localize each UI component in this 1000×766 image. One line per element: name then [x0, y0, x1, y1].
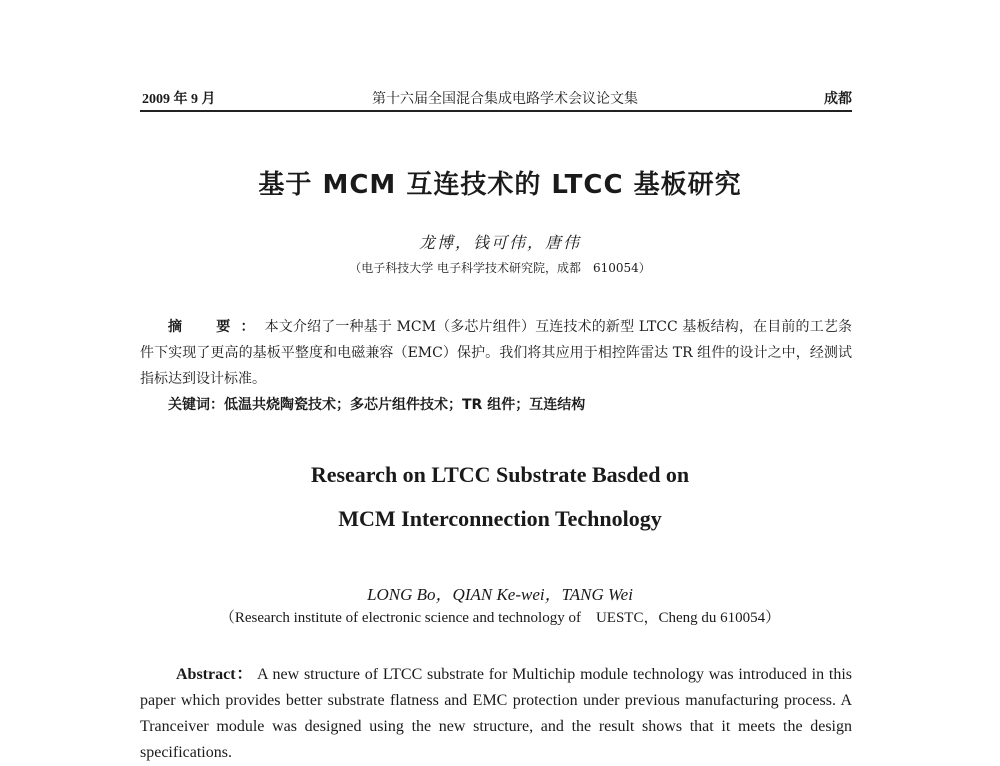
running-header — [140, 88, 852, 112]
header-location: 成都 — [824, 92, 852, 107]
english-abstract — [140, 662, 852, 766]
header-date: 2009 年 9 月 — [142, 92, 216, 107]
chinese-keywords-label: 关键词： — [168, 397, 224, 413]
chinese-title: 基于 MCM 互连技术的 LTCC 基板研究 — [258, 170, 742, 200]
header-proceedings: 第十六届全国混合集成电路学术会议论文集 — [372, 92, 638, 107]
chinese-abstract — [140, 314, 852, 392]
english-title-line1: Research on LTCC Substrate Basded on — [310, 462, 690, 487]
english-affiliation: （Research institute of electronic science and technology of UESTC，Cheng du 610054） — [219, 610, 781, 626]
english-abstract-label: Abstract： — [176, 666, 254, 683]
chinese-abstract-label: 摘 要： — [168, 319, 265, 335]
chinese-keywords-text: 低温共烧陶瓷技术；多芯片组件技术；TR 组件；互连结构 — [224, 397, 586, 413]
chinese-affiliation: （电子科技大学 电子科学技术研究院，成都 610054） — [349, 261, 651, 275]
chinese-abstract-text: 本文介绍了一种基于 MCM（多芯片组件）互连技术的新型 LTCC 基板结构，在目前的工艺条件下实现了更高的基板平整度和电磁兼容（EMC）保护。我们将其应用于相控阵雷达 TR 组件的设计之中，经测试指标达到设计标准。 — [140, 319, 852, 387]
english-abstract-text: A new structure of LTCC substrate for Multichip module technology was introduced in this paper which provides better substrate flatness and EMC protection under previous manufacturing process. A Tranceiver module was designed using the new structure, and the result shows that it meets the design specifications. — [140, 666, 852, 761]
english-title-line2: MCM Interconnection Technology — [338, 506, 662, 531]
english-authors: LONG Bo，QIAN Ke-wei，TANG Wei — [367, 585, 633, 604]
chinese-authors: 龙博，钱可伟，唐伟 — [418, 233, 581, 252]
chinese-keywords — [168, 394, 852, 414]
